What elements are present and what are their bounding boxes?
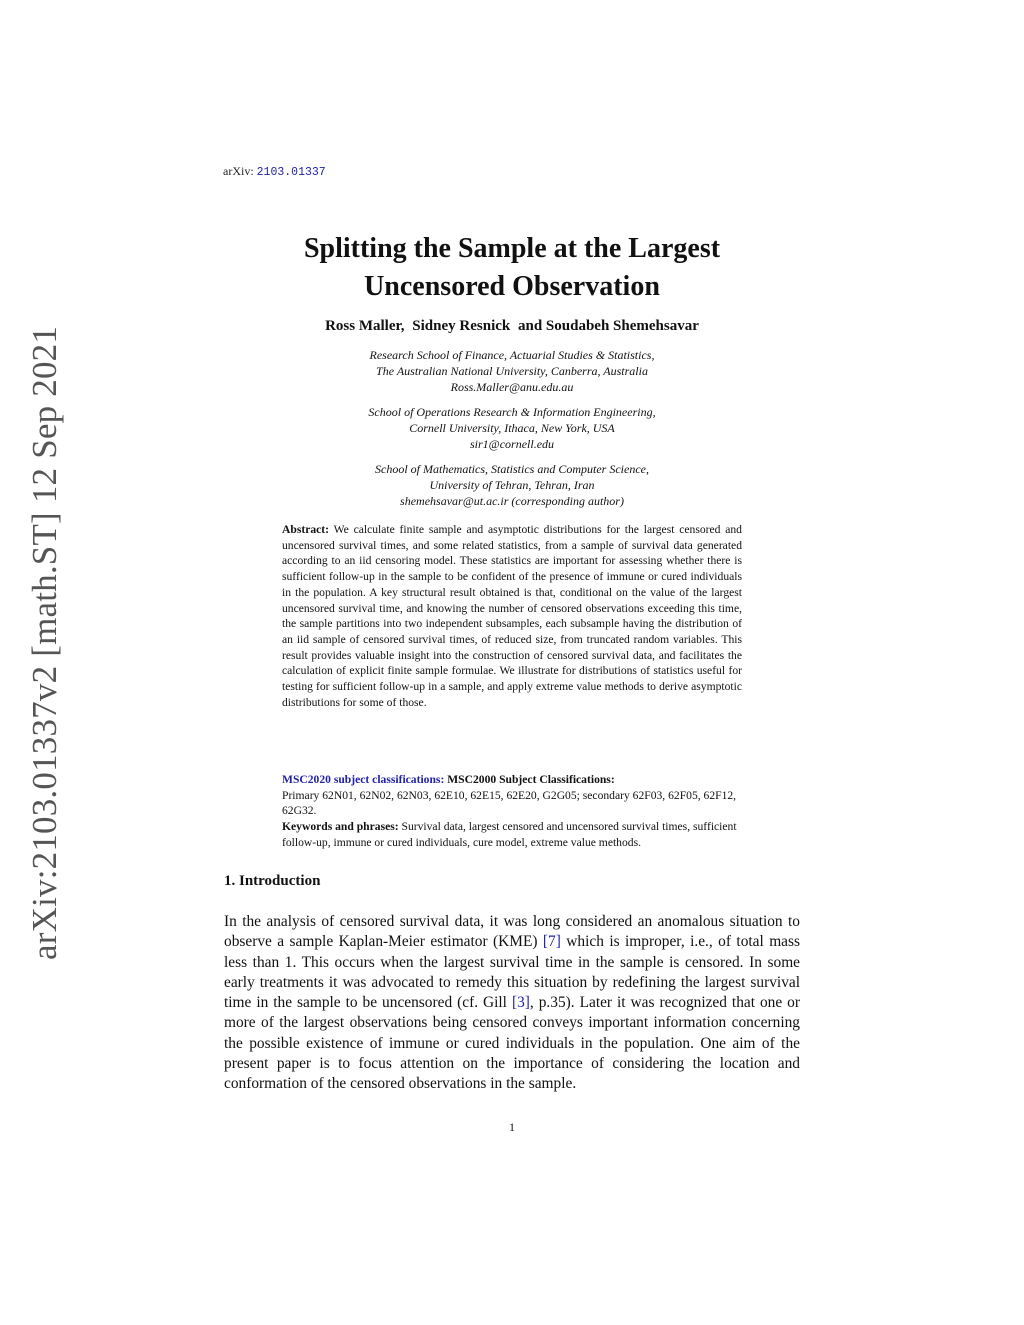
arxiv-number-link[interactable]: 2103.01337	[256, 166, 326, 179]
affiliation-email: shemehsavar@ut.ac.ir (corresponding author)	[400, 494, 624, 508]
msc-link[interactable]: MSC2020 subject classifications:	[282, 773, 445, 786]
author-3: and Soudabeh Shemehsavar	[518, 318, 699, 334]
arxiv-identifier	[223, 164, 326, 179]
msc-label: MSC2000 Subject Classifications:	[447, 773, 615, 786]
arxiv-side-stamp: arXiv:2103.01337v2 [math.ST] 12 Sep 2021	[25, 325, 64, 960]
paper-title	[224, 230, 800, 306]
affiliation-line: Cornell University, Ithaca, New York, USA	[409, 421, 615, 435]
affiliation-email: sir1@cornell.edu	[469, 437, 555, 451]
msc-codes: Primary 62N01, 62N02, 62N03, 62E10, 62E15, 62E20, G2G05; secondary 62F03, 62F05, 62F12, 62G32.	[282, 788, 737, 818]
keywords-text: Survival data, largest censored and uncensored survival times, sufficient follow-up, immune or cured individuals, cure model, extreme value methods.	[282, 820, 737, 849]
author-list	[224, 318, 800, 335]
page-number: 1	[509, 1120, 515, 1134]
section-heading	[224, 873, 320, 890]
intro-text-3: , p.35). Later it was recognized that one or more of the largest observations being censored conveys important information concerning the possible existence of immune or cured individuals in the population. One aim of the present paper is to focus attention on the importance of considering the location and conformation of the censored observations in the sample.	[224, 994, 800, 1093]
title-line-2: Uncensored Observation	[364, 271, 660, 302]
affiliation-email: Ross.Maller@anu.edu.au	[450, 380, 574, 394]
abstract	[282, 522, 742, 710]
affiliation-line: The Australian National University, Canberra, Australia	[376, 364, 648, 378]
affiliation-line: School of Mathematics, Statistics and Computer Science,	[375, 462, 649, 476]
classification-block	[282, 772, 752, 851]
abstract-text: We calculate finite sample and asymptotic distributions for the largest censored and uncensored survival times, and some related statistics, from a sample of survival data generated according to an iid censoring model. These statistics are important for assessing whether there is sufficient follow-up in the sample to be confident of the presence of immune or cured individuals in the population. A key structural result obtained is that, conditional on the value of the largest uncensored survival time, and knowing the number of censored observations exceeding this time, the sample partitions into two independent subsamples, each subsample having the distribution of an iid sample of censored survival times, of reduced size, from truncated random variables. This result provides valuable insight into the construction of censored survival data, and facilitates the calculation of explicit finite sample formulae. We illustrate for distributions of statistics useful for testing for sufficient follow-up in a sample, and apply extreme value methods to derive asymptotic distributions for some of those.	[282, 523, 742, 709]
intro-paragraph	[224, 912, 800, 1095]
title-line-1: Splitting the Sample at the Largest	[303, 233, 721, 264]
affiliation-line: Research School of Finance, Actuarial Studies & Statistics,	[369, 348, 655, 362]
intro-text-1: In the analysis of censored survival data, it was long considered an anomalous situation to observe a sample Kaplan-Meier estimator (KME)	[224, 913, 800, 951]
affiliation-2	[224, 404, 800, 452]
affiliation-line: University of Tehran, Tehran, Iran	[429, 478, 595, 492]
section-number: 1.	[224, 873, 236, 889]
msc-section	[282, 772, 752, 819]
abstract-label: Abstract:	[282, 523, 330, 536]
citation-link-3[interactable]: [3]	[511, 994, 530, 1012]
intro-text-2: which is improper, i.e., of total mass less than 1. This occurs when the largest survival time in the sample is censored. In some early treatments it was advocated to remedy this situation by redefining the largest survival time in the sample to be uncensored (cf. Gill	[224, 933, 800, 1012]
affiliation-line: School of Operations Research & Information Engineering,	[368, 405, 656, 419]
affiliation-3	[224, 461, 800, 509]
author-2: Sidney Resnick	[412, 318, 511, 334]
affiliation-1	[224, 347, 800, 395]
keywords-section	[282, 819, 752, 850]
author-1: Ross Maller,	[325, 318, 405, 334]
citation-link-7[interactable]: [7]	[542, 933, 561, 951]
section-title: Introduction	[239, 873, 321, 889]
keywords-label: Keywords and phrases:	[282, 820, 399, 834]
arxiv-prefix: arXiv:	[223, 164, 254, 178]
